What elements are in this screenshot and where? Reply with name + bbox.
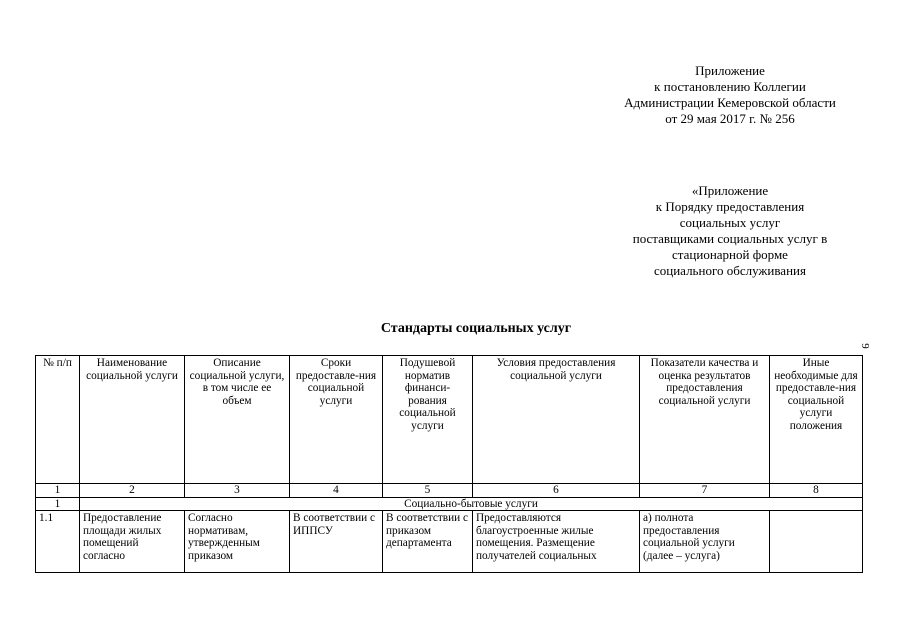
- approval-block: [600, 63, 860, 127]
- table-cell: Предоставляются благоустроенные жилые помещения. Размещение получателей социальных: [473, 511, 640, 573]
- column-number: 1: [36, 484, 80, 498]
- header-cell: Показатели качества и оценка результатов предоставления социальной услуги: [640, 356, 770, 484]
- column-number: 5: [383, 484, 473, 498]
- table-cell: [770, 511, 863, 573]
- appendix-line: к Порядку предоставления: [655, 199, 805, 214]
- header-cell: Условия предоставления социальной услуги: [473, 356, 640, 484]
- column-number-row: [36, 484, 863, 498]
- header-cell: Наименование социальной услуги: [80, 356, 185, 484]
- column-number: 3: [185, 484, 290, 498]
- header-cell: № п/п: [36, 356, 80, 484]
- table-cell: а) полнота предоставления социальной услуги (далее – услуга): [640, 511, 770, 573]
- header-row: [36, 356, 863, 484]
- standards-table: [35, 355, 863, 573]
- appendix-line: «Приложение: [691, 183, 769, 198]
- page-number: 9: [858, 343, 871, 349]
- approval-line: Приложение: [695, 63, 765, 78]
- document-title: Стандарты социальных услуг: [380, 321, 572, 336]
- column-number: 4: [290, 484, 383, 498]
- column-number: 7: [640, 484, 770, 498]
- appendix-line: социального обслуживания: [654, 263, 806, 278]
- section-title: Социально-бытовые услуги: [80, 497, 863, 511]
- approval-line: к постановлению Коллегии: [654, 79, 806, 94]
- column-number: 8: [770, 484, 863, 498]
- header-cell: Подушевой норматив финанси-рования социальной услуги: [383, 356, 473, 484]
- header-cell: Описание социальной услуги, в том числе ее объем: [185, 356, 290, 484]
- column-number: 6: [473, 484, 640, 498]
- approval-line: Администрации Кемеровской области: [624, 95, 836, 110]
- section-number: 1: [36, 497, 80, 511]
- table-cell: Предоставление площади жилых помещений согласно: [80, 511, 185, 573]
- column-number: 2: [80, 484, 185, 498]
- section-row: [36, 497, 863, 511]
- appendix-block: [600, 183, 860, 279]
- table-row: [36, 511, 863, 573]
- table-cell: В соответствии с ИППСУ: [290, 511, 383, 573]
- table-cell: 1.1: [36, 511, 80, 573]
- header-cell: Иные необходимые для предоставле-ния социальной услуги положения: [770, 356, 863, 484]
- table-cell: В соответствии с приказом департамента: [383, 511, 473, 573]
- appendix-line: поставщиками социальных услуг в: [632, 231, 828, 246]
- table-cell: Согласно нормативам, утвержденным приказом: [185, 511, 290, 573]
- appendix-line: стационарной форме: [672, 247, 788, 262]
- approval-line: от 29 мая 2017 г. № 256: [665, 111, 795, 126]
- appendix-line: социальных услуг: [679, 215, 781, 230]
- header-cell: Сроки предоставле-ния социальной услуги: [290, 356, 383, 484]
